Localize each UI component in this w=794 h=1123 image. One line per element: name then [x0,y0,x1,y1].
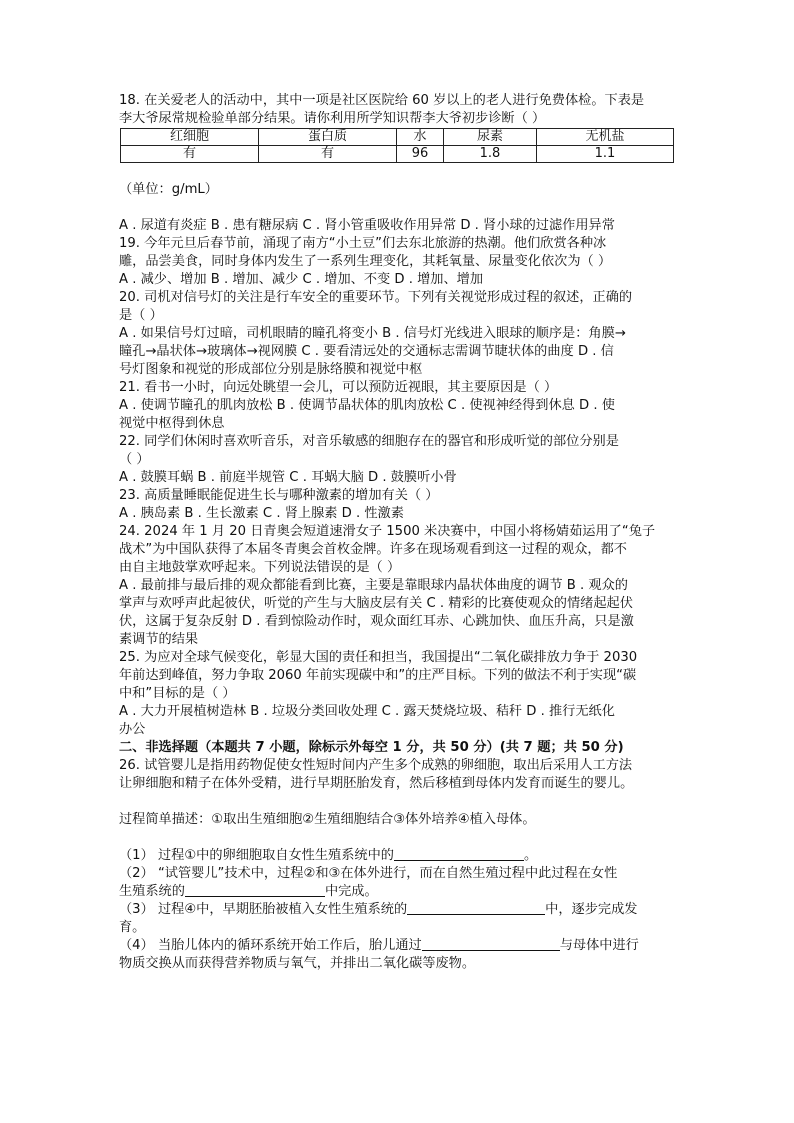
q24-options-line2: 掌声与欢呼声此起彼伏，听觉的产生与大脑皮层有关 C . 精彩的比赛使观众的情绪起起伏 [119,596,633,611]
q26-part4-end: 与母体中进行 [559,938,639,953]
q26-part1-text: （1） 过程①中的卵细胞取自女性生殖系统中的 [119,848,394,863]
q26-part3-end: 中，逐步完成发 [545,902,638,917]
table-cell: 96 [397,146,444,163]
q22-stem-line1: 22. 同学们休闲时喜欢听音乐，对音乐敏感的细胞存在的器官和形成听觉的部位分别是 [119,434,619,449]
table-header-cell: 尿素 [444,129,537,146]
q19-stem-line1: 19. 今年元旦后春节前，涌现了南方“小土豆”们去东北旅游的热潮。他们欣赏各种冰 [119,236,607,251]
q26-stem-line1: 26. 试管婴儿是指用药物促使女性短时间内产生多个成熟的卵细胞，取出后采用人工方法 [119,758,633,773]
table-row [121,146,674,163]
q26-part2-line1: （2） “试管婴儿”技术中，过程②和③在体外进行，而在自然生殖过程中此过程在女性 [119,866,618,881]
q26-part4-line2: 物质交换从而获得营养物质与氧气，并排出二氧化碳等废物。 [119,956,476,971]
answer-blank-4[interactable] [422,937,560,951]
table-cell: 有 [121,146,259,163]
q21-stem: 21. 看书一小时，向远处眺望一会儿，可以预防近视眼，其主要原因是（ ） [119,380,558,395]
section-heading: 二、非选择题（本题共 7 小题，除标示外每空 1 分，共 50 分）(共 7 题；共 50 分) [119,740,624,755]
q24-options-line3: 伏，这属于复杂反射 D . 看到惊险动作时，观众面红耳赤、心跳加快、血压升高，只是激 [119,614,634,629]
q20-stem-line2: 是（ ） [119,308,163,323]
q24-options-line4: 素调节的结果 [119,632,199,647]
exam-page [119,92,675,973]
q18-unit: （单位：g/mL） [119,182,218,197]
q26-part3-line2: 育。 [119,920,146,935]
table-cell: 1.1 [537,146,674,163]
table-header-row [121,129,674,146]
q26-part4-line1 [119,937,675,955]
q26-part4-text: （4） 当胎儿体内的循环系统开始工作后，胎儿通过 [119,938,422,953]
q24-stem-line3: 由自主地鼓掌欢呼起来。下列说法错误的是（ ） [119,560,401,575]
q25-options-line2: 办公 [119,722,146,737]
urine-test-table [120,128,674,163]
q22-options: A . 鼓膜耳蜗 B . 前庭半规管 C . 耳蜗大脑 D . 鼓膜听小骨 [119,470,457,485]
q18-stem-line2: 李大爷尿常规检验单部分结果。请你利用所学知识帮李大爷初步诊断（ ） [119,111,546,126]
table-cell: 有 [259,146,397,163]
table-header-cell: 水 [397,129,444,146]
q19-stem-line2: 雕，品尝美食，同时身体内发生了一系列生理变化，其耗氧量、尿量变化依次为（ ） [119,254,612,269]
q26-part2-line2 [119,883,675,901]
q18-stem-line1: 18. 在关爱老人的活动中，其中一项是社区医院给 60 岁以上的老人进行免费体检。下表是 [119,93,645,108]
q26-stem-line2: 让卵细胞和精子在体外受精，进行早期胚胎发育，然后移植到母体内发育而诞生的婴儿。 [119,776,634,791]
table-header-cell: 无机盐 [537,129,674,146]
q24-stem-line1: 24. 2024 年 1 月 20 日青奥会短道速滑女子 1500 米决赛中，中国小将杨婧茹运用了“兔子 [119,524,656,539]
q22-stem-line2: （ ） [119,452,150,467]
table-header-cell: 蛋白质 [259,129,397,146]
q26-part3-line1 [119,901,675,919]
q25-stem-line3: 中和”目标的是（ ） [119,686,236,701]
q23-stem: 23. 高质量睡眠能促进生长与哪种激素的增加有关（ ） [119,488,439,503]
q26-part3-text: （3） 过程④中，早期胚胎被植入女性生殖系统的 [119,902,408,917]
table-header-cell: 红细胞 [121,129,259,146]
q26-process: 过程简单描述：①取出生殖细胞②生殖细胞结合③体外培养④植入母体。 [119,812,536,827]
q18-options: A . 尿道有炎症 B . 患有糖尿病 C . 肾小管重吸收作用异常 D . 肾小球的过滤作用异常 [119,218,615,233]
answer-blank-3[interactable] [407,901,545,915]
q23-options: A . 胰岛素 B . 生长激素 C . 肾上腺素 D . 性激素 [119,506,404,521]
q25-stem-line1: 25. 为应对全球气候变化，彰显大国的责任和担当，我国提出“二氧化碳排放力争于 2030 [119,650,638,665]
q19-options: A . 减少、增加 B . 增加、减少 C . 增加、不变 D . 增加、增加 [119,272,484,287]
q26-part2-end: 中完成。 [324,884,378,899]
q24-options-line1: A . 最前排与最后排的观众都能看到比赛，主要是靠眼球内晶状体曲度的调节 B . 观众的 [119,578,628,593]
answer-blank-2[interactable] [185,883,325,897]
q25-options-line1: A . 大力开展植树造林 B . 垃圾分类回收处理 C . 露天焚烧垃圾、秸秆 D . 推行无纸化 [119,704,615,719]
q21-options-line1: A . 使调节瞳孔的肌肉放松 B . 使调节晶状体的肌肉放松 C . 使视神经得到休息 D . 使 [119,398,615,413]
q24-stem-line2: 战术”为中国队获得了本届冬青奥会首枚金牌。许多在现场观看到这一过程的观众，都不 [119,542,627,557]
q20-options-line3: 号灯图象和视觉的形成部位分别是脉络膜和视觉中枢 [119,362,423,377]
table-cell: 1.8 [444,146,537,163]
q26-part2-text: 生殖系统的 [119,884,185,899]
q26-part1 [119,847,675,865]
q26-part1-end: 。 [523,848,538,863]
q21-options-line2: 视觉中枢得到休息 [119,416,225,431]
q20-stem-line1: 20. 司机对信号灯的关注是行车安全的重要环节。下列有关视觉形成过程的叙述，正确的 [119,290,633,305]
q20-options-line1: A . 如果信号灯过暗，司机眼睛的瞳孔将变小 B . 信号灯光线进入眼球的顺序是：角膜→ [119,326,626,341]
q25-stem-line2: 年前达到峰值，努力争取 2060 年前实现碳中和”的庄严目标。下列的做法不利于实现“碳 [119,668,637,683]
answer-blank-1[interactable] [394,847,524,861]
q20-options-line2: 瞳孔→晶状体→玻璃体→视网膜 C . 要看清远处的交通标志需调节睫状体的曲度 D . 信 [119,344,614,359]
